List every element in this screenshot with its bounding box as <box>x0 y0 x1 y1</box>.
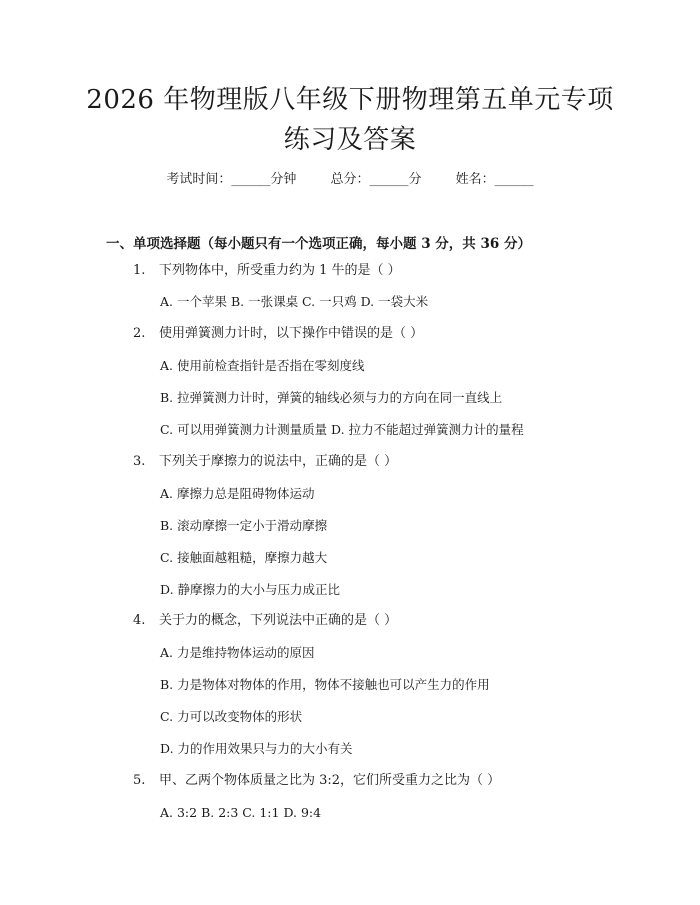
question-stem: 使用弹簧测力计时，以下操作中错误的是（ ） <box>159 326 424 341</box>
question-4-option-d: D. 力的作用效果只与力的大小有关 <box>160 741 353 756</box>
question-1 <box>133 262 401 280</box>
question-number: 2. <box>133 326 146 341</box>
question-4-option-c: C. 力可以改变物体的形状 <box>160 709 303 724</box>
question-number: 3. <box>133 454 146 469</box>
document-title <box>60 80 640 160</box>
question-3-option-c: C. 接触面越粗糙，摩擦力越大 <box>160 550 328 565</box>
question-4 <box>133 612 397 630</box>
question-2-option-a: A. 使用前检查指针是否指在零刻度线 <box>160 358 365 373</box>
question-3-option-b: B. 滚动摩擦一定小于滑动摩擦 <box>160 518 328 533</box>
question-stem: 甲、乙两个物体质量之比为 3:2，它们所受重力之比为（ ） <box>159 773 501 788</box>
question-3-option-d: D. 静摩擦力的大小与压力成正比 <box>160 582 341 597</box>
question-stem: 下列关于摩擦力的说法中，正确的是（ ） <box>159 454 398 469</box>
question-3 <box>133 453 397 471</box>
question-3-option-a: A. 摩擦力总是阻碍物体运动 <box>160 486 315 501</box>
question-2-option-b: B. 拉弹簧测力计时，弹簧的轴线必须与力的方向在同一直线上 <box>160 390 503 405</box>
question-1-option-line: A. 一个苹果 B. 一张课桌 C. 一只鸡 D. 一袋大米 <box>160 294 429 309</box>
question-stem: 关于力的概念，下列说法中正确的是（ ） <box>159 613 398 628</box>
question-5 <box>133 772 500 790</box>
exam-time-field: 考试时间：______分钟 <box>166 172 297 187</box>
question-4-option-a: A. 力是维持物体运动的原因 <box>160 645 315 660</box>
question-number: 4. <box>133 613 146 628</box>
question-2-option-c-d: C. 可以用弹簧测力计测量质量 D. 拉力不能超过弹簧测力计的量程 <box>160 422 524 437</box>
question-number: 1. <box>133 263 146 278</box>
student-name-field: 姓名：______ <box>455 172 534 187</box>
question-4-option-b: B. 力是物体对物体的作用，物体不接触也可以产生力的作用 <box>160 677 490 692</box>
section-heading: 一、单项选择题（每小题只有一个选项正确，每小题 3 分，共 36 分） <box>106 236 531 252</box>
title-line-1: 2026 年物理版八年级下册物理第五单元专项 <box>86 85 614 115</box>
total-score-field: 总分：______分 <box>330 172 422 187</box>
question-2 <box>133 325 423 343</box>
question-stem: 下列物体中，所受重力约为 1 牛的是（ ） <box>159 263 401 278</box>
question-number: 5. <box>133 773 146 788</box>
title-line-2: 练习及答案 <box>283 125 417 155</box>
exam-meta-line <box>0 168 700 187</box>
question-5-option-line: A. 3:2 B. 2:3 C. 1:1 D. 9:4 <box>160 805 322 820</box>
